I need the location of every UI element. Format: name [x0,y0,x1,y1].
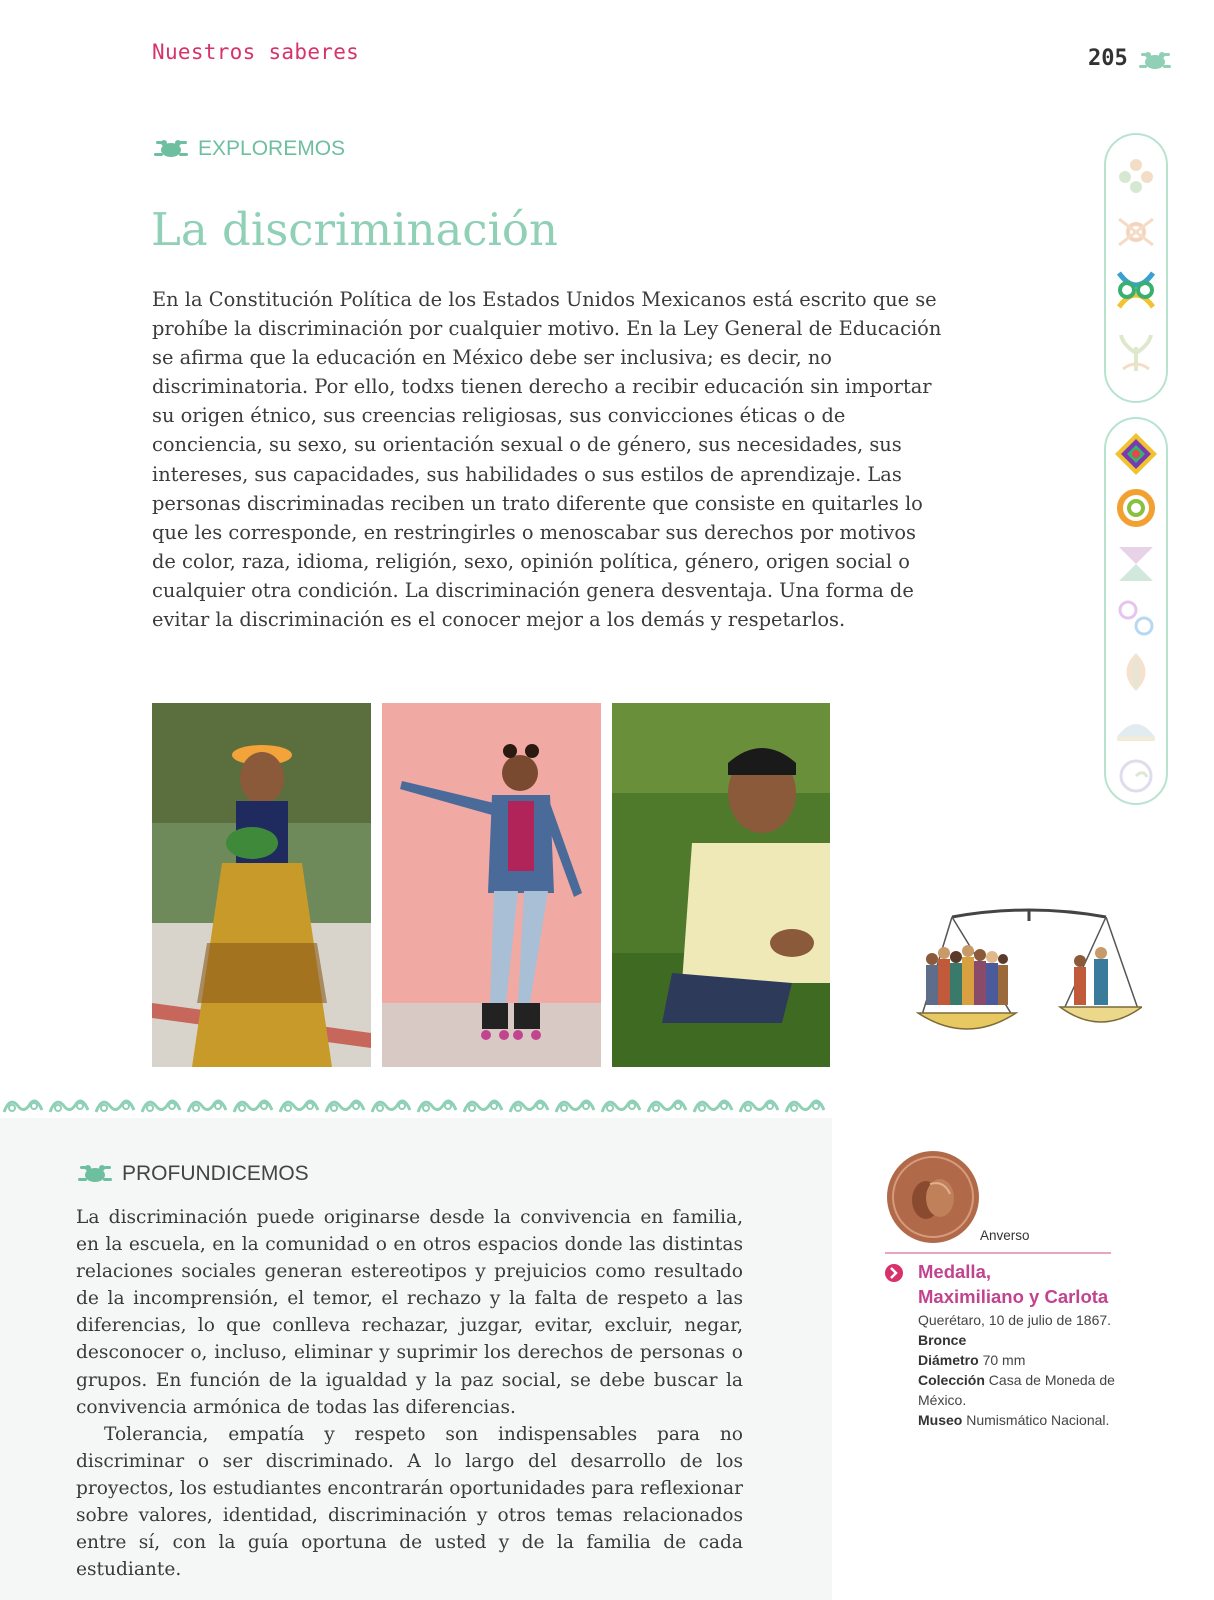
sun-figure-icon [1113,209,1159,255]
explore-heading-label: EXPLOREMOS [198,137,346,160]
photo-girl-traditional-dress [152,703,371,1067]
frog-ornament-icon [1136,46,1174,76]
profundicemos-paragraph-1: La discriminación puede originarse desde la convivencia en familia, en la escuela, en la comunidad o en otros espacios donde las distintas relaciones sociales generan estereotipos y prejuicios como resultado de la incomprensión, el temor, el rechazo y la falta de respeto a las diferencias, lo que conlleva rechazar, juzgar, evitar, excluir, negar, desconocer o, incluso, eliminar y suprimir los derechos de personas o grupos. En función de la igualdad y la paz social, se debe buscar la convivencia armónica de todas las diferencias. [76,1207,743,1418]
medal-divider [885,1252,1111,1254]
medal-diameter [918,1350,1118,1370]
leaf-icon [1113,649,1159,695]
compass-star-icon [1113,431,1159,477]
flower-icon [1113,151,1159,197]
medal-material [918,1330,1118,1350]
crowd-group [926,945,1008,1005]
chain-links-icon [1113,595,1159,641]
medal-collection-label: Colección [918,1372,985,1388]
medal-museum-label: Museo [918,1412,963,1428]
medal-collection-value: Casa de Moneda de México. [918,1372,1115,1408]
sprout-figure-icon [1113,329,1159,375]
medal-diameter-label: Diámetro [918,1352,979,1368]
chevron-right-icon [884,1263,904,1283]
explore-heading [152,135,345,163]
frog-ornament-icon [152,135,190,163]
medal-diameter-value: 70 mm [982,1352,1026,1368]
ring-icon [1113,485,1159,531]
medal-title-line-1: Medalla, [918,1261,991,1282]
medal-material-value: Bronce [918,1332,967,1348]
intro-paragraph: En la Constitución Política de los Estados Unidos Mexicanos está escrito que se prohíbe la discriminación por cualquier motivo. En la Ley General de Educación se afirma que la educación en México debe ser inclusiva; es decir, no discriminatoria. Por ello, todxs tienen derecho a recibir educación sin importar su origen étnico, sus creencias religiosas, sus convicciones éticas o de conciencia, su sexo, su orientación sexual o de género, sus necesidades, sus intereses, sus capacidades, sus habilidades o sus estilos de aprendizaje. Las personas discriminadas reciben un trato diferente que consiste en quitarles lo que les corresponde, en restringirles o menoscabar sus derechos por motivos de color, raza, idioma, religión, sexo, opinión política, género, origen social o cualquier otra condición. La discriminación genera desventaja. Una forma de evitar la discriminación es el conocer mejor a los demás y respetarlos. [152,288,942,632]
medal-place-date: Querétaro, 10 de julio de 1867. [918,1312,1112,1328]
medal-collection [918,1370,1118,1410]
page-title: La discriminación [151,203,558,256]
medal-caption: Anverso [980,1228,1030,1243]
ornamental-border [0,1090,826,1120]
linked-figures-icon [1113,267,1159,313]
spiral-icon [1113,753,1159,799]
sidebar-project-icons-top [1104,133,1168,403]
photo-girl-roller-skates [382,703,601,1067]
medal-museum-value: Numismático Nacional. [966,1412,1110,1428]
profundicemos-heading-label: PROFUNDICEMOS [122,1162,309,1185]
medal-title-line-2: Maximiliano y Carlota [918,1286,1109,1307]
profundicemos-paragraph-2: Tolerancia, empatía y respeto son indispensables para no discriminar o ser discriminado. A lo largo del desarrollo de los proyectos, los estudiantes encontrarán oportunidades para reflexionar sobre valores, identidad, discriminación y otros temas relacionados entre sí, con la guía oportuna de usted y de la familia de cada estudiante. [76,1423,743,1581]
small-group [1074,947,1108,1005]
balance-scale-illustration [916,905,1142,1053]
bronze-medal-image [886,1150,980,1244]
medal-details [918,1310,1118,1430]
page-number: 205 [1088,46,1128,71]
photo-boy-on-grass [612,703,830,1067]
running-title: Nuestros saberes [152,40,360,64]
profundicemos-heading [76,1160,309,1188]
sidebar-project-icons-bottom [1104,417,1168,805]
medal-title [918,1259,1128,1309]
hill-icon [1113,703,1159,749]
hourglass-icon [1113,541,1159,587]
medal-museum [918,1410,1118,1430]
profundicemos-text [76,1204,743,1583]
frog-ornament-icon [76,1160,114,1188]
